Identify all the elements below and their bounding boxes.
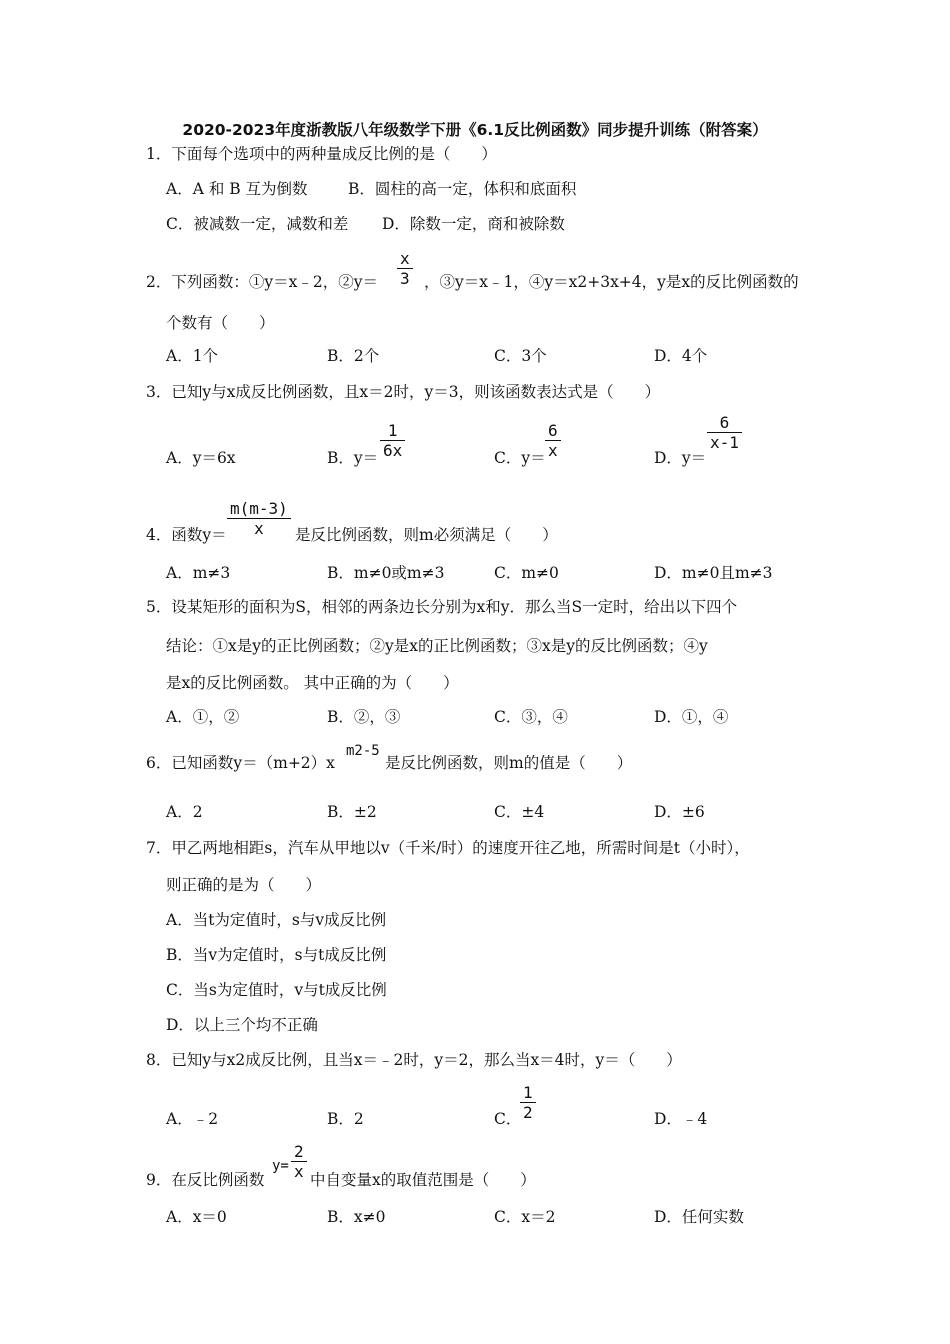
q9-stem-b: 中自变量x的取值范围是（ ） (310, 1171, 536, 1189)
q3-stem: 3．已知y与x成反比例函数，且x＝2时，y＝3，则该函数表达式是（ ） (146, 383, 661, 401)
q5-line-2: 结论：①x是y的正比例函数；②y是x的正比例函数；③x是y的反比例函数；④y (166, 637, 708, 655)
q3-option-d-fraction (707, 413, 742, 452)
q3-option-b-fraction (380, 421, 405, 460)
q3-option-b-prefix: B．y＝ (327, 449, 379, 467)
q2-option-b: B．2个 (327, 347, 380, 365)
q2-option-c: C．3个 (494, 347, 547, 365)
q4-stem-a: 4．函数y＝ (146, 526, 227, 544)
q9-fraction (291, 1142, 307, 1181)
q6-option-a: A．2 (166, 803, 203, 821)
q9-fraction-num: 2 (294, 1142, 304, 1161)
q9-option-d: D．任何实数 (654, 1208, 744, 1226)
q8-option-c-prefix: C． (494, 1110, 522, 1128)
q6-stem-b: 是反比例函数，则m的值是（ ） (385, 754, 633, 772)
q9-option-a: A．x＝0 (166, 1208, 227, 1226)
q1-option-d: D．除数一定，商和被除数 (382, 215, 565, 233)
q3-d-num: 6 (719, 413, 730, 432)
q2-stem-a: 2．下列函数：①y＝x﹣2，②y＝ (146, 273, 378, 291)
q3-option-a: A．y＝6x (166, 449, 236, 467)
q9-option-b: B．x≠0 (327, 1208, 386, 1226)
q2-stem-c: 个数有（ ） (166, 314, 275, 332)
q2-option-d: D．4个 (654, 347, 708, 365)
document-title: 2020-2023年度浙教版八年级数学下册《6.1反比例函数》同步提升训练（附答案） (182, 121, 768, 139)
q7-line-2: 则正确的是为（ ） (166, 876, 322, 894)
q4-option-c: C．m≠0 (494, 564, 559, 582)
q5-line-1: 5．设某矩形的面积为S，相邻的两条边长分别为x和y．那么当S一定时，给出以下四个 (146, 598, 738, 616)
q9-stem-a: 9．在反比例函数 (146, 1171, 265, 1189)
q2-fraction-den: 3 (400, 269, 410, 288)
q3-b-den: 6x (383, 441, 403, 460)
q4-option-a: A．m≠3 (166, 564, 231, 582)
q3-b-num: 1 (387, 421, 398, 440)
q2-fraction (397, 249, 413, 288)
q7-option-c: C．当s为定值时，v与t成反比例 (166, 981, 387, 999)
q4-option-b: B．m≠0或m≠3 (327, 564, 445, 582)
q1-option-b: B．圆柱的高一定，体积和底面积 (348, 180, 577, 198)
q5-option-a: A．①，② (166, 708, 240, 726)
q8-c-num: 1 (523, 1083, 533, 1102)
q1-stem: 1．下面每个选项中的两种量成反比例的是（ ） (146, 145, 497, 163)
q8-option-c-fraction (520, 1083, 536, 1122)
q3-c-num: 6 (548, 421, 558, 440)
q3-option-c-prefix: C．y＝ (494, 449, 546, 467)
q8-stem: 8．已知y与x2成反比例，且当x＝﹣2时，y＝2，那么当x＝4时，y＝（ ） (146, 1051, 682, 1069)
q3-option-c-fraction (545, 421, 561, 460)
q4-fraction-num: m(m-3) (230, 499, 288, 518)
q3-c-den: x (548, 441, 558, 460)
q8-c-den: 2 (523, 1103, 533, 1122)
q5-option-d: D．①，④ (654, 708, 729, 726)
q6-option-d: D．±6 (654, 803, 705, 821)
q2-stem-b: ，③y＝x﹣1，④y＝x2+3x+4，y是x的反比例函数的 (424, 273, 799, 291)
q5-option-c: C．③，④ (494, 708, 568, 726)
q4-option-d: D．m≠0且m≠3 (654, 564, 773, 582)
q1-option-a: A．A 和 B 互为倒数 (166, 180, 308, 198)
q3-d-den: x-1 (710, 433, 739, 452)
q5-line-3: 是x的反比例函数。 其中正确的为（ ） (166, 674, 459, 692)
q9-option-c: C．x＝2 (494, 1208, 556, 1226)
q7-line-1: 7．甲乙两地相距s，汽车从甲地以v（千米/时）的速度开往乙地，所需时间是t（小时）， (146, 839, 750, 857)
q9-fraction-prefix: y= (272, 1158, 289, 1174)
q6-exponent: m2-5 (346, 743, 380, 759)
q1-option-c: C．被减数一定，减数和差 (166, 215, 349, 233)
q8-option-d: D．﹣4 (654, 1110, 708, 1128)
q6-option-c: C．±4 (494, 803, 545, 821)
q2-fraction-num: x (400, 249, 410, 268)
q4-fraction (227, 499, 291, 538)
q7-option-d: D．以上三个均不正确 (166, 1016, 318, 1034)
q8-option-a: A．﹣2 (166, 1110, 219, 1128)
q8-option-b: B．2 (327, 1110, 364, 1128)
q7-option-b: B．当v为定值时，s与t成反比例 (166, 946, 387, 964)
q7-option-a: A．当t为定值时，s与v成反比例 (166, 911, 387, 929)
q3-option-d-prefix: D．y＝ (654, 449, 707, 467)
q4-stem-b: 是反比例函数，则m必须满足（ ） (295, 526, 558, 544)
q2-option-a: A．1个 (166, 347, 219, 365)
q5-option-b: B．②，③ (327, 708, 401, 726)
q4-fraction-den: x (254, 519, 264, 538)
q6-stem-a: 6．已知函数y＝（m+2）x (146, 754, 335, 772)
q6-option-b: B．±2 (327, 803, 377, 821)
q9-fraction-den: x (294, 1162, 304, 1181)
